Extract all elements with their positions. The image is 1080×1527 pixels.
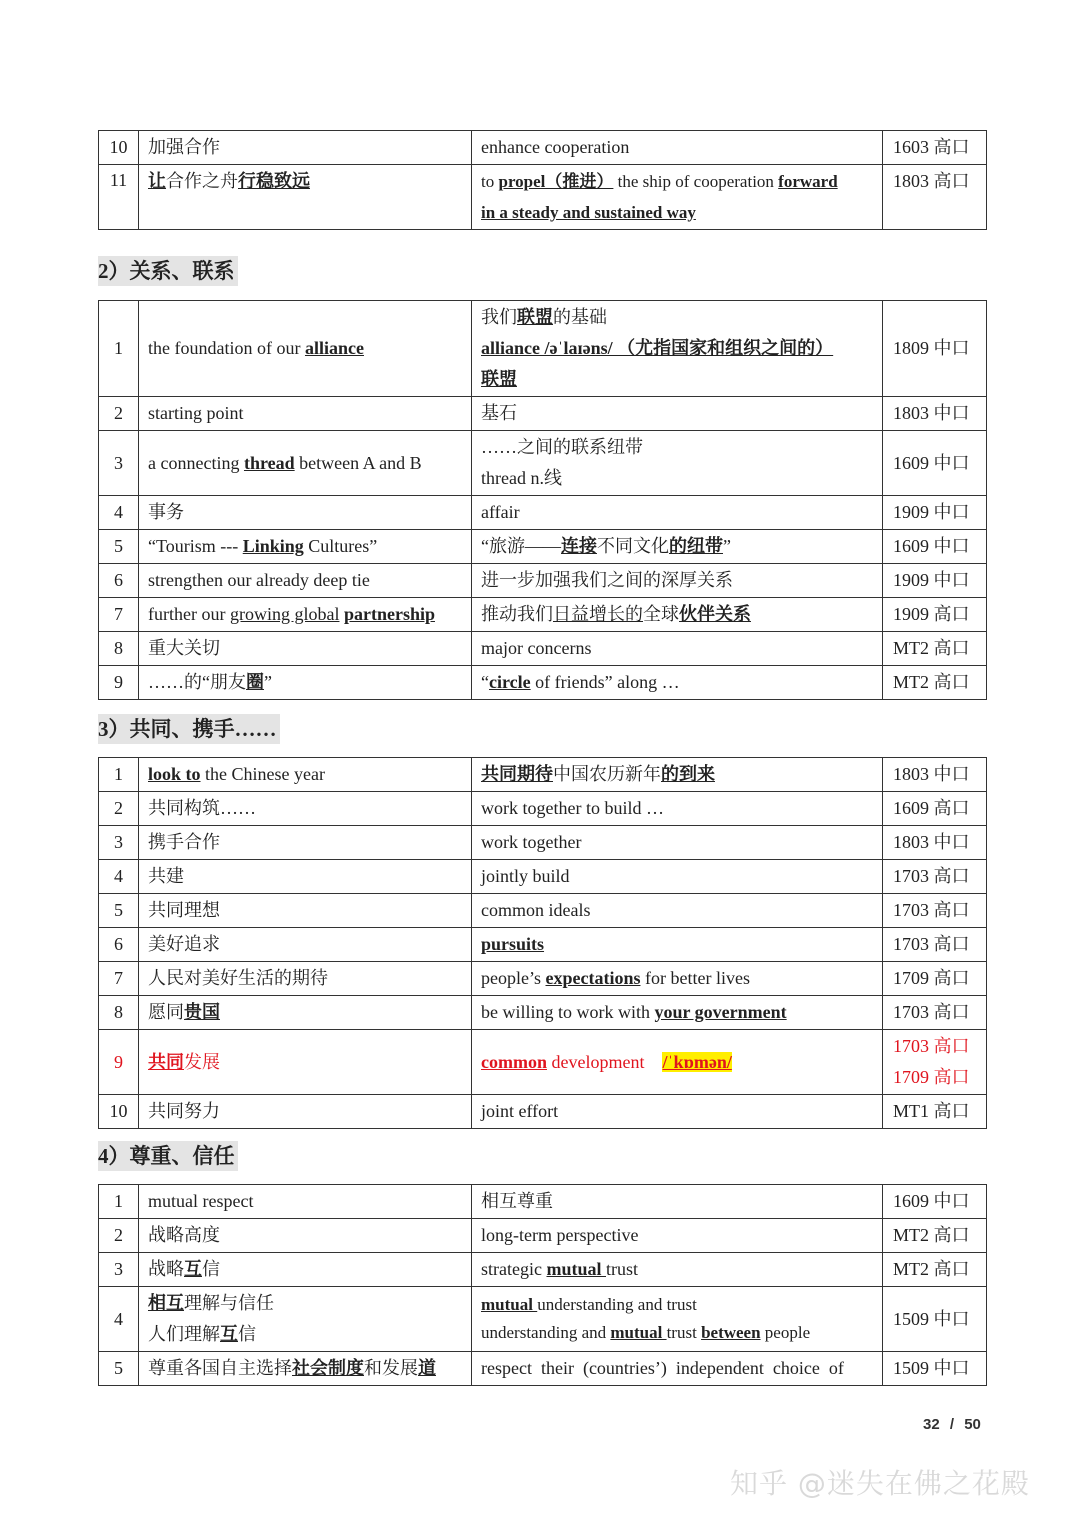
term-col-2: pursuits <box>472 928 883 962</box>
exam-source: 1609 中口 <box>883 530 987 564</box>
chinese-term: 让合作之舟行稳致远 <box>139 165 472 230</box>
vocab-table-cooperation <box>98 130 987 230</box>
term-col-1: 携手合作 <box>139 826 472 860</box>
term-col-1: 共同努力 <box>139 1095 472 1129</box>
english-term: further our growing global partnership <box>139 598 472 632</box>
exam-source: 1703 高口 <box>883 928 987 962</box>
exam-source: MT1 高口 <box>883 1095 987 1129</box>
term-col-2: mutual understanding and trust understanding and mutual trust between people <box>472 1287 883 1352</box>
row-number: 9 <box>99 666 139 700</box>
chinese-term: 我们联盟的基础 alliance /əˈlaɪəns/ （尤指国家和组织之间的） 联盟 <box>472 301 883 397</box>
row-number: 7 <box>99 598 139 632</box>
row-number: 10 <box>99 1095 139 1129</box>
term-col-2: be willing to work with your government <box>472 996 883 1030</box>
vocab-table-respect <box>98 1184 987 1386</box>
current-page: 32 <box>923 1416 940 1433</box>
term-col-2: 相互尊重 <box>472 1185 883 1219</box>
row-number: 2 <box>99 397 139 431</box>
term-col-1: mutual respect <box>139 1185 472 1219</box>
table-row <box>99 996 987 1030</box>
row-number: 5 <box>99 894 139 928</box>
row-number: 11 <box>99 165 139 230</box>
term-col-1: look to the Chinese year <box>139 758 472 792</box>
section-heading-relations: 2）关系、联系 <box>98 256 238 286</box>
term-col-2: strategic mutual trust <box>472 1253 883 1287</box>
exam-source: 1703 高口 <box>883 860 987 894</box>
chinese-term: 进一步加强我们之间的深厚关系 <box>472 564 883 598</box>
total-pages: 50 <box>964 1416 981 1433</box>
term-col-2: long-term perspective <box>472 1219 883 1253</box>
exam-source: 1609 高口 <box>883 792 987 826</box>
english-term: the foundation of our alliance <box>139 301 472 397</box>
table-row <box>99 792 987 826</box>
exam-source: 1703 高口 <box>883 894 987 928</box>
table-row <box>99 1095 987 1129</box>
term-col-1: 尊重各国自主选择社会制度和发展道 <box>139 1352 472 1386</box>
table-row <box>99 632 987 666</box>
chinese-term: affair <box>472 496 883 530</box>
exam-source: 1703 高口 <box>883 996 987 1030</box>
row-number: 4 <box>99 1287 139 1352</box>
english-term: strengthen our already deep tie <box>139 564 472 598</box>
term-col-2: people’s expectations for better lives <box>472 962 883 996</box>
english-term: a connecting thread between A and B <box>139 431 472 496</box>
exam-source: 1509 中口 <box>883 1352 987 1386</box>
table-row <box>99 962 987 996</box>
row-number: 7 <box>99 962 139 996</box>
term-col-1: 愿同贵国 <box>139 996 472 1030</box>
exam-source: 1909 高口 <box>883 598 987 632</box>
row-number: 1 <box>99 1185 139 1219</box>
table-row <box>99 496 987 530</box>
chinese-term: “旅游——连接不同文化的纽带” <box>472 530 883 564</box>
table-row <box>99 1219 987 1253</box>
term-col-1: 相互理解与信任 人们理解互信 <box>139 1287 472 1352</box>
term-col-2: work together to build … <box>472 792 883 826</box>
term-col-1: 战略高度 <box>139 1219 472 1253</box>
exam-source: 1909 中口 <box>883 564 987 598</box>
row-number: 9 <box>99 1030 139 1095</box>
english-term: starting point <box>139 397 472 431</box>
chinese-term: 加强合作 <box>139 131 472 165</box>
page-separator: / <box>949 1416 955 1433</box>
table-row <box>99 928 987 962</box>
exam-source: 1803 中口 <box>883 826 987 860</box>
chinese-term: major concerns <box>472 632 883 666</box>
english-term: “Tourism --- Linking Cultures” <box>139 530 472 564</box>
table-row <box>99 1287 987 1352</box>
exam-source: 1609 中口 <box>883 1185 987 1219</box>
term-col-1: 美好追求 <box>139 928 472 962</box>
watermark: 知乎 @迷失在佛之花殿 <box>730 1467 1030 1500</box>
table-row <box>99 598 987 632</box>
exam-source: 1803 中口 <box>883 758 987 792</box>
english-term: 重大关切 <box>139 632 472 666</box>
row-number: 8 <box>99 996 139 1030</box>
table-row-highlighted <box>99 1030 987 1095</box>
row-number: 6 <box>99 564 139 598</box>
row-number: 3 <box>99 431 139 496</box>
table-row <box>99 397 987 431</box>
table-row <box>99 826 987 860</box>
term-col-1: 战略互信 <box>139 1253 472 1287</box>
term-col-1: 共同构筑…… <box>139 792 472 826</box>
exam-source: 1603 高口 <box>883 131 987 165</box>
exam-source: MT2 高口 <box>883 632 987 666</box>
page-number <box>923 1416 981 1433</box>
term-col-1: 共同发展 <box>139 1030 472 1095</box>
table-row <box>99 530 987 564</box>
exam-source: 1703 高口 1709 高口 <box>883 1030 987 1095</box>
row-number: 4 <box>99 496 139 530</box>
chinese-term: 推动我们日益增长的全球伙伴关系 <box>472 598 883 632</box>
term-col-2: common ideals <box>472 894 883 928</box>
term-col-2: work together <box>472 826 883 860</box>
term-col-1: 共同理想 <box>139 894 472 928</box>
row-number: 2 <box>99 1219 139 1253</box>
term-col-1: 共建 <box>139 860 472 894</box>
term-col-1: 人民对美好生活的期待 <box>139 962 472 996</box>
exam-source: MT2 高口 <box>883 1253 987 1287</box>
term-col-2: respect their (countries’) independent choice of <box>472 1352 883 1386</box>
chinese-term: 基石 <box>472 397 883 431</box>
exam-source: MT2 高口 <box>883 666 987 700</box>
english-term: enhance cooperation <box>472 131 883 165</box>
english-term: 事务 <box>139 496 472 530</box>
table-row <box>99 894 987 928</box>
row-number: 8 <box>99 632 139 666</box>
table-row <box>99 1185 987 1219</box>
table-row <box>99 564 987 598</box>
phonetic-highlight: /ˈkɒmən/ <box>662 1051 732 1072</box>
exam-source: 1803 高口 <box>883 165 987 230</box>
table-row <box>99 1253 987 1287</box>
exam-source: 1803 中口 <box>883 397 987 431</box>
vocab-table-relations <box>98 300 987 700</box>
section-heading-respect: 4）尊重、信任 <box>98 1141 238 1171</box>
term-col-2: common development /ˈkɒmən/ <box>472 1030 883 1095</box>
table-row <box>99 131 987 165</box>
term-col-2: jointly build <box>472 860 883 894</box>
english-term: to propel（推进） the ship of cooperation forward in a steady and sustained way <box>472 165 883 230</box>
english-term: ……的“朋友圈” <box>139 666 472 700</box>
row-number: 3 <box>99 826 139 860</box>
chinese-term: ……之间的联系纽带 thread n.线 <box>472 431 883 496</box>
table-row <box>99 1352 987 1386</box>
section-heading-together: 3）共同、携手…… <box>98 714 280 744</box>
exam-source: 1909 中口 <box>883 496 987 530</box>
table-row <box>99 860 987 894</box>
row-number: 4 <box>99 860 139 894</box>
table-row <box>99 165 987 230</box>
exam-source: 1509 中口 <box>883 1287 987 1352</box>
table-row <box>99 758 987 792</box>
exam-source: 1709 高口 <box>883 962 987 996</box>
table-row <box>99 666 987 700</box>
row-number: 10 <box>99 131 139 165</box>
chinese-term: “circle of friends” along … <box>472 666 883 700</box>
exam-source: 1809 中口 <box>883 301 987 397</box>
vocab-table-together <box>98 757 987 1129</box>
exam-source: 1609 中口 <box>883 431 987 496</box>
table-row <box>99 431 987 496</box>
table-row <box>99 301 987 397</box>
row-number: 5 <box>99 530 139 564</box>
term-col-2: joint effort <box>472 1095 883 1129</box>
exam-source: MT2 高口 <box>883 1219 987 1253</box>
row-number: 6 <box>99 928 139 962</box>
term-col-2: 共同期待中国农历新年的到来 <box>472 758 883 792</box>
row-number: 1 <box>99 758 139 792</box>
row-number: 3 <box>99 1253 139 1287</box>
row-number: 2 <box>99 792 139 826</box>
row-number: 1 <box>99 301 139 397</box>
row-number: 5 <box>99 1352 139 1386</box>
